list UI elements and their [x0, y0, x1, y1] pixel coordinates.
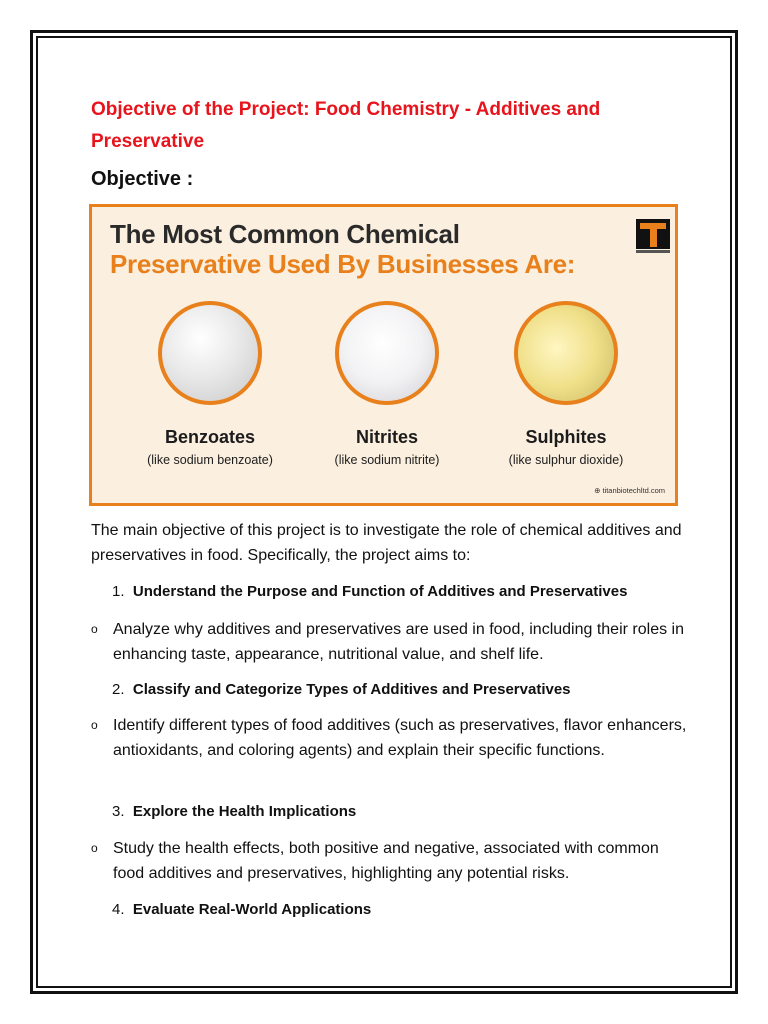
- objective-heading: Objective :: [91, 168, 194, 190]
- item-name-nitrites: Nitrites: [355, 427, 418, 447]
- list-item-4-heading: [112, 899, 371, 921]
- benzoates-powder-image: [158, 301, 262, 405]
- bullet-marker: o: [91, 718, 98, 732]
- bullet-marker: o: [91, 622, 98, 636]
- item-name-sulphites: Sulphites: [525, 427, 607, 447]
- bullet-text: Identify different types of food additives (such as preservatives, flavor enhancers, antioxidants, and coloring agents) and explain their specific functions.: [113, 717, 687, 759]
- page-title: Objective of the Project: Food Chemistry - Additives and Preservative: [91, 99, 601, 152]
- list-number: 1.: [112, 583, 125, 600]
- infographic-credit: ⊕ titanbiotechltd.com: [594, 486, 665, 495]
- intro-paragraph: The main objective of this project is to investigate the role of chemical additives and preservatives in food. Specifically, the project aims to:: [91, 522, 682, 564]
- list-item-1-heading: [112, 581, 627, 603]
- list-number: 4.: [112, 901, 125, 918]
- list-heading-text: Explore the Health Implications: [132, 803, 357, 820]
- brand-logo-icon: [636, 219, 670, 253]
- bullet-marker: o: [91, 841, 98, 855]
- item-name-benzoates: Benzoates: [164, 427, 256, 447]
- bullet-text: Study the health effects, both positive and negative, associated with common food additives and preservatives, highlighting any potential risks.: [113, 840, 659, 882]
- list-item-3-bullet: [91, 836, 691, 886]
- list-heading-text: Classify and Categorize Types of Additives and Preservatives: [132, 681, 571, 698]
- sulphites-powder-image: [514, 301, 618, 405]
- list-heading-text: Evaluate Real-World Applications: [132, 901, 372, 918]
- list-number: 2.: [112, 681, 125, 698]
- infographic-title-line1: The Most Common Chemical: [110, 219, 460, 249]
- infographic-title-line2: Preservative Used By Businesses Are:: [110, 249, 576, 279]
- list-number: 3.: [112, 803, 125, 820]
- item-example-benzoates: (like sodium benzoate): [147, 453, 273, 467]
- item-example-nitrites: (like sodium nitrite): [334, 453, 440, 467]
- bullet-text: Analyze why additives and preservatives are used in food, including their roles in enhancing taste, appearance, nutritional value, and shelf life.: [113, 621, 684, 663]
- list-item-2-bullet: [91, 713, 691, 763]
- list-item-3-heading: [112, 801, 356, 823]
- preservatives-infographic: [89, 204, 678, 506]
- item-example-sulphites: (like sulphur dioxide): [508, 453, 624, 467]
- nitrites-powder-image: [335, 301, 439, 405]
- list-item-1-bullet: [91, 617, 691, 667]
- list-item-2-heading: [112, 679, 571, 701]
- list-heading-text: Understand the Purpose and Function of Additives and Preservatives: [132, 583, 628, 600]
